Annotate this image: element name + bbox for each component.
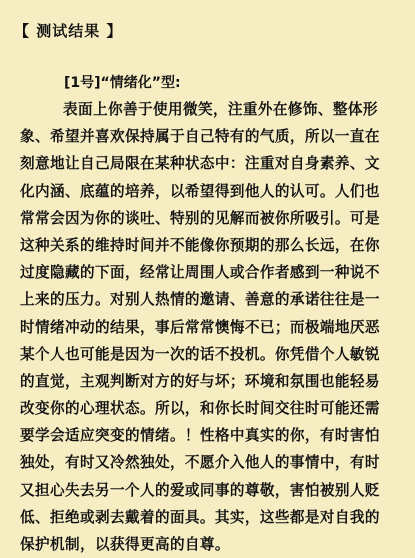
paragraph-line: 保护机制，以获得更高的自尊。	[20, 536, 230, 553]
paragraph-line: 的直觉，主观判断对方的好与坏；环境和氛围也能轻易	[20, 372, 380, 390]
result-type-label: [1号]“情绪化”型:	[64, 75, 181, 91]
section-heading: 【 测试结果 】	[14, 22, 123, 40]
paragraph-line: 改变你的心理状态。所以，和你长时间交往时可能还需	[20, 400, 380, 418]
paragraph-line: 过度隐藏的下面，经常让周围人或合作者感到一种说不	[20, 264, 380, 282]
paragraph-line: 表面上你善于使用微笑，注重外在修饰、整体形	[63, 101, 378, 118]
paragraph-line: 上来的压力。对别人热情的邀请、善意的承诺往往是一	[20, 291, 380, 309]
paragraph-line: 又担心失去另一个人的爱或同事的尊敬，害怕被别人贬	[20, 481, 380, 499]
paragraph-line: 刻意地让自己局限在某种状态中：注重对自身素养、文	[20, 155, 380, 173]
paragraph-line: 象、希望并喜欢保持属于自己特有的气质，所以一直在	[20, 128, 380, 146]
paragraph-line: 低、拒绝或剥去戴着的面具。其实，这些都是对自我的	[20, 508, 380, 526]
paragraph-line: 某个人也可能是因为一次的话不投机。你凭借个人敏锐	[20, 345, 380, 363]
paragraph-line: 独处，有时又冷然独处，不愿介入他人的事情中，有时	[20, 454, 380, 472]
paragraph-line: 这种关系的维持时间并不能像你预期的那么长远，在你	[20, 236, 380, 254]
paragraph-line: 要学会适应突变的情绪。！性格中真实的你，有时害怕	[20, 427, 380, 445]
paragraph-line: 常常会因为你的谈吐、特别的见解而被你所吸引。可是	[20, 209, 380, 227]
paragraph-line: 化内涵、底蕴的培养，以希望得到他人的认可。人们也	[20, 182, 380, 200]
paragraph-line: 时情绪冲动的结果，事后常常懊悔不已；而极端地厌恶	[20, 318, 380, 336]
result-description	[20, 96, 402, 558]
